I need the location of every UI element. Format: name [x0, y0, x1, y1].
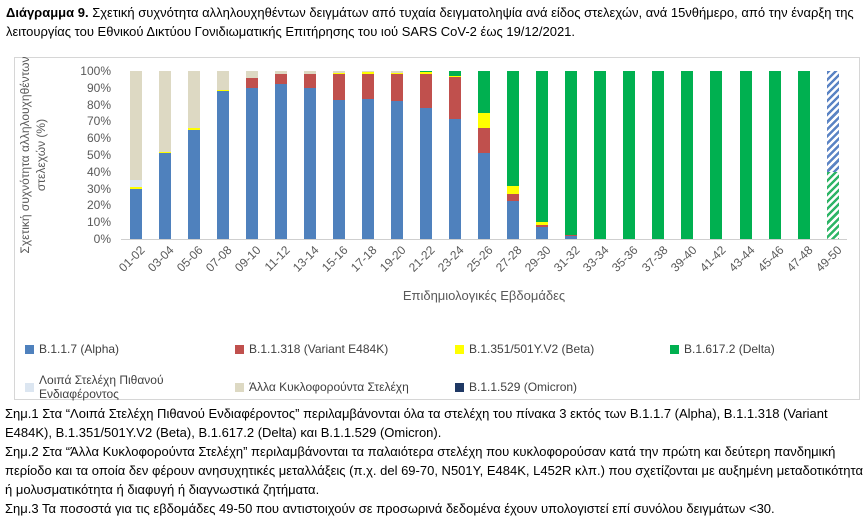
- x-tick-37-38: 37-38: [638, 243, 671, 275]
- segment-B.1.617.2 (Delta): [740, 71, 752, 239]
- bar-31-32: [557, 71, 586, 239]
- stacked-bar: [246, 71, 258, 239]
- bar-19-20: [382, 71, 411, 239]
- stacked-bar: [565, 71, 577, 239]
- legend-swatch-icon: [455, 383, 464, 392]
- legend-label: B.1.617.2 (Delta): [684, 342, 775, 356]
- segment-B.1.1.7 (Alpha): [130, 189, 142, 239]
- legend-label: B.1.1.7 (Alpha): [39, 342, 120, 356]
- stacked-bar: [275, 71, 287, 239]
- bar-33-34: [586, 71, 615, 239]
- x-axis-labels: [115, 240, 847, 290]
- segment-B.1.1.318 (Variant E484K): [304, 74, 316, 87]
- legend-swatch-icon: [455, 345, 464, 354]
- y-tick-100%: 100%: [80, 64, 111, 78]
- bar-23-24: [441, 71, 470, 239]
- segment-B.1.1.7 (Alpha): [188, 130, 200, 239]
- x-tick-09-10: 09-10: [231, 243, 264, 275]
- segment-B.1.1.7 (Alpha): [507, 201, 519, 239]
- bar-11-12: [266, 71, 295, 239]
- bar-07-08: [208, 71, 237, 239]
- legend-item: [455, 380, 670, 394]
- bar-01-02: [121, 71, 150, 239]
- segment-B.1.1.7 (Alpha): [159, 153, 171, 239]
- stacked-bar: [798, 71, 810, 239]
- legend-label: Λοιπά Στελέχη Πιθανού Ενδιαφέροντος: [39, 373, 164, 401]
- segment-B.1.617.2 (Delta): [507, 71, 519, 186]
- segment-B.1.1.318 (Variant E484K): [333, 74, 345, 100]
- segment-B.1.1.7 (Alpha): [246, 88, 258, 239]
- stacked-bar: [391, 71, 403, 239]
- bar-25-26: [470, 71, 499, 239]
- segment-B.1.1.7 (Alpha): [275, 84, 287, 239]
- y-tick-50%: 50%: [86, 148, 111, 162]
- segment-B.1.1.7 (Alpha): [536, 227, 548, 239]
- segment-B.1.617.2 (Delta): [565, 71, 577, 235]
- figure-caption: [6, 3, 862, 41]
- stacked-bar: [681, 71, 693, 239]
- x-tick-35-36: 35-36: [609, 243, 642, 275]
- stacked-bar: [652, 71, 664, 239]
- chart-area: [14, 57, 860, 400]
- bar-13-14: [295, 71, 324, 239]
- segment-B.1.1.318 (Variant E484K): [391, 74, 403, 102]
- segment-Άλλα Κυκλοφορούντα Στελέχη: [246, 71, 258, 78]
- bar-17-18: [353, 71, 382, 239]
- segment-Άλλα Κυκλοφορούντα Στελέχη: [217, 71, 229, 89]
- segment-Άλλα Κυκλοφορούντα Στελέχη: [130, 71, 142, 180]
- bar-05-06: [179, 71, 208, 239]
- y-tick-40%: 40%: [86, 164, 111, 179]
- x-tick-31-32: 31-32: [551, 243, 584, 275]
- legend-row: [25, 342, 851, 356]
- legend-swatch-icon: [235, 345, 244, 354]
- x-tick-17-18: 17-18: [348, 243, 380, 275]
- legend-swatch-icon: [25, 383, 34, 392]
- bar-45-46: [760, 71, 789, 239]
- stacked-bar: [594, 71, 606, 239]
- segment-B.1.617.2 (Delta): [594, 71, 606, 239]
- stacked-bar: [420, 71, 432, 239]
- stacked-bar: [188, 71, 200, 239]
- stacked-bar: [362, 71, 374, 239]
- bar-35-36: [615, 71, 644, 239]
- x-tick-13-14: 13-14: [290, 243, 322, 275]
- segment-B.1.617.2 (Delta): [681, 71, 693, 239]
- bar-49-50: [818, 71, 847, 239]
- legend-swatch-icon: [235, 383, 244, 392]
- stacked-bar: [217, 71, 229, 239]
- segment-B.1.1.318 (Variant E484K): [507, 194, 519, 202]
- footnote-1: Σημ.1 Στα “Λοιπά Στελέχη Πιθανού Ενδιαφέροντος” περιλαμβάνονται όλα τα στελέχη του πίνακα 3 εκτός των B.1.1.7 (Alpha), B.1.1.318 (Variant E484K), B.1.351/501Y.V2 (Beta), B.1.617.2 (Delta) και B.1.1.529 (Omicron).: [5, 406, 828, 440]
- footnote-2: Σημ.2 Στα “Άλλα Κυκλοφορούντα Στελέχη” περιλαμβάνονται τα παλαιότερα στελέχη που κυκλοφορούσαν κατά την πρώτη και δεύτερη πανδημική περίοδο και τα οποία δεν φέρουν ανησυχητικές μεταλλάξεις (π.χ. del 69-70, N501Y, E484K, L452R κλπ.) που σχετίζονται με αυξημένη μεταδοτικότητα ή μολυσματικότητα ή διαφυγή ή διαγνωστικά ζητήματα.: [5, 444, 863, 497]
- y-tick-70%: 70%: [86, 114, 111, 129]
- y-tick-60%: 60%: [86, 131, 111, 146]
- plot-area: [121, 71, 847, 240]
- bar-09-10: [237, 71, 266, 239]
- x-tick-33-34: 33-34: [580, 243, 613, 275]
- segment-B.1.617.2 (Delta): [710, 71, 722, 239]
- legend-item: [670, 342, 775, 356]
- legend-swatch-icon: [25, 345, 34, 354]
- footnotes: [5, 404, 863, 518]
- segment-B.1.617.2 (Delta): [769, 71, 781, 239]
- legend-item: [25, 373, 235, 401]
- segment-B.1.1.7 (Alpha): [333, 100, 345, 239]
- x-tick-01-02: 01-02: [115, 243, 148, 275]
- bar-21-22: [411, 71, 440, 239]
- bar-15-16: [324, 71, 353, 239]
- y-axis-ticks: [15, 64, 115, 246]
- y-tick-90%: 90%: [86, 80, 111, 95]
- segment-B.1.1.318 (Variant E484K): [420, 74, 432, 108]
- x-tick-49-50: 49-50: [812, 243, 845, 275]
- stacked-bar: [130, 71, 142, 239]
- segment-B.1.617.2 (Delta): [652, 71, 664, 239]
- x-tick-07-08: 07-08: [202, 243, 235, 275]
- segment-B.1.1.7 (Alpha): [304, 88, 316, 239]
- legend-item: [235, 380, 455, 394]
- bar-47-48: [789, 71, 818, 239]
- stacked-bar: [623, 71, 635, 239]
- footnote-3: Σημ.3 Τα ποσοστά για τις εβδομάδες 49-50 που αντιστοιχούν σε προσωρινά δεδομένα έχουν υπολογιστεί επί συνόλου δειγμάτων <30.: [5, 501, 775, 516]
- y-tick-30%: 30%: [86, 181, 111, 196]
- x-tick-15-16: 15-16: [319, 243, 351, 275]
- bar-41-42: [702, 71, 731, 239]
- x-tick-05-06: 05-06: [173, 243, 206, 275]
- segment-B.1.1.7 (Alpha): [449, 119, 461, 239]
- stacked-bar: [710, 71, 722, 239]
- y-tick-20%: 20%: [86, 198, 111, 213]
- x-tick-25-26: 25-26: [464, 243, 496, 275]
- stacked-bar: [740, 71, 752, 239]
- segment-B.1.351/501Y.V2 (Beta): [478, 113, 490, 128]
- segment-B.1.1.7 (Alpha): [478, 153, 490, 239]
- x-tick-29-30: 29-30: [522, 243, 554, 275]
- segment-B.1.617.2 (Delta): [827, 172, 839, 239]
- figure-caption-text: Σχετική συχνότητα αλληλουχηθέντων δειγμάτων από τυχαία δειγματοληψία ανά είδος στελεχών, ανά 15νθήμερο, από την έναρξη της λειτουργίας του Εθνικού Δικτύου Γονιδιωματικής Επιτήρησης του ιού SARS CoV-2 έως 19/12/2021.: [6, 5, 854, 39]
- x-tick-45-46: 45-46: [754, 243, 787, 275]
- bar-27-28: [499, 71, 528, 239]
- segment-B.1.1.7 (Alpha): [420, 108, 432, 239]
- segment-B.1.1.7 (Alpha): [217, 91, 229, 239]
- x-tick-39-40: 39-40: [667, 243, 700, 275]
- segment-B.1.1.7 (Alpha): [565, 236, 577, 239]
- segment-B.1.1.7 (Alpha): [362, 99, 374, 239]
- stacked-bar: [478, 71, 490, 239]
- x-tick-11-12: 11-12: [261, 243, 293, 274]
- legend-row: [25, 373, 851, 401]
- bar-37-38: [644, 71, 673, 239]
- segment-B.1.1.529 (Omicron): [827, 71, 839, 172]
- stacked-bar: [304, 71, 316, 239]
- segment-B.1.1.318 (Variant E484K): [246, 78, 258, 88]
- legend-item: [455, 342, 670, 356]
- legend-label: Άλλα Κυκλοφορούντα Στελέχη: [249, 380, 409, 394]
- x-axis-title: Επιδημιολογικές Εβδομάδες: [402, 288, 566, 303]
- x-tick-23-24: 23-24: [435, 243, 467, 275]
- bar-43-44: [731, 71, 760, 239]
- segment-B.1.617.2 (Delta): [798, 71, 810, 239]
- figure-caption-number: Διάγραμμα 9.: [6, 5, 89, 20]
- legend-item: [25, 342, 235, 356]
- x-tick-19-20: 19-20: [377, 243, 409, 275]
- segment-B.1.1.318 (Variant E484K): [449, 77, 461, 119]
- stacked-bar: [159, 71, 171, 239]
- bar-03-04: [150, 71, 179, 239]
- x-tick-21-22: 21-22: [406, 243, 438, 275]
- legend-item: [235, 342, 455, 356]
- segment-B.1.617.2 (Delta): [478, 71, 490, 113]
- x-tick-41-42: 41-42: [696, 243, 729, 275]
- y-tick-10%: 10%: [86, 215, 111, 230]
- segment-B.1.1.318 (Variant E484K): [362, 74, 374, 99]
- stacked-bar: [507, 71, 519, 239]
- segment-Άλλα Κυκλοφορούντα Στελέχη: [188, 71, 200, 128]
- stacked-bar: [769, 71, 781, 239]
- x-tick-27-28: 27-28: [493, 243, 525, 275]
- segment-Άλλα Κυκλοφορούντα Στελέχη: [159, 71, 171, 152]
- segment-B.1.617.2 (Delta): [623, 71, 635, 239]
- segment-B.1.351/501Y.V2 (Beta): [507, 186, 519, 194]
- bar-29-30: [528, 71, 557, 239]
- x-tick-43-44: 43-44: [725, 243, 758, 275]
- y-axis-title: Σχετική συχνότητα αλληλουχηθέντων στελεχών (%): [18, 56, 48, 254]
- legend-label: B.1.351/501Y.V2 (Beta): [469, 342, 595, 356]
- bar-39-40: [673, 71, 702, 239]
- y-tick-0%: 0%: [93, 232, 111, 246]
- legend-label: B.1.1.318 (Variant E484K): [249, 342, 389, 356]
- segment-Λοιπά Στελέχη Πιθανού Ενδιαφέροντος: [130, 180, 142, 187]
- segment-B.1.1.318 (Variant E484K): [478, 128, 490, 153]
- segment-B.1.617.2 (Delta): [536, 71, 548, 222]
- legend-swatch-icon: [670, 345, 679, 354]
- segment-B.1.1.318 (Variant E484K): [275, 74, 287, 85]
- stacked-bar: [827, 71, 839, 239]
- stacked-bar: [536, 71, 548, 239]
- stacked-bar: [333, 71, 345, 239]
- x-tick-47-48: 47-48: [783, 243, 816, 275]
- x-tick-03-04: 03-04: [144, 243, 177, 275]
- stacked-bar: [449, 71, 461, 239]
- y-tick-80%: 80%: [86, 97, 111, 112]
- segment-B.1.1.7 (Alpha): [391, 101, 403, 239]
- legend-label: B.1.1.529 (Omicron): [469, 380, 578, 394]
